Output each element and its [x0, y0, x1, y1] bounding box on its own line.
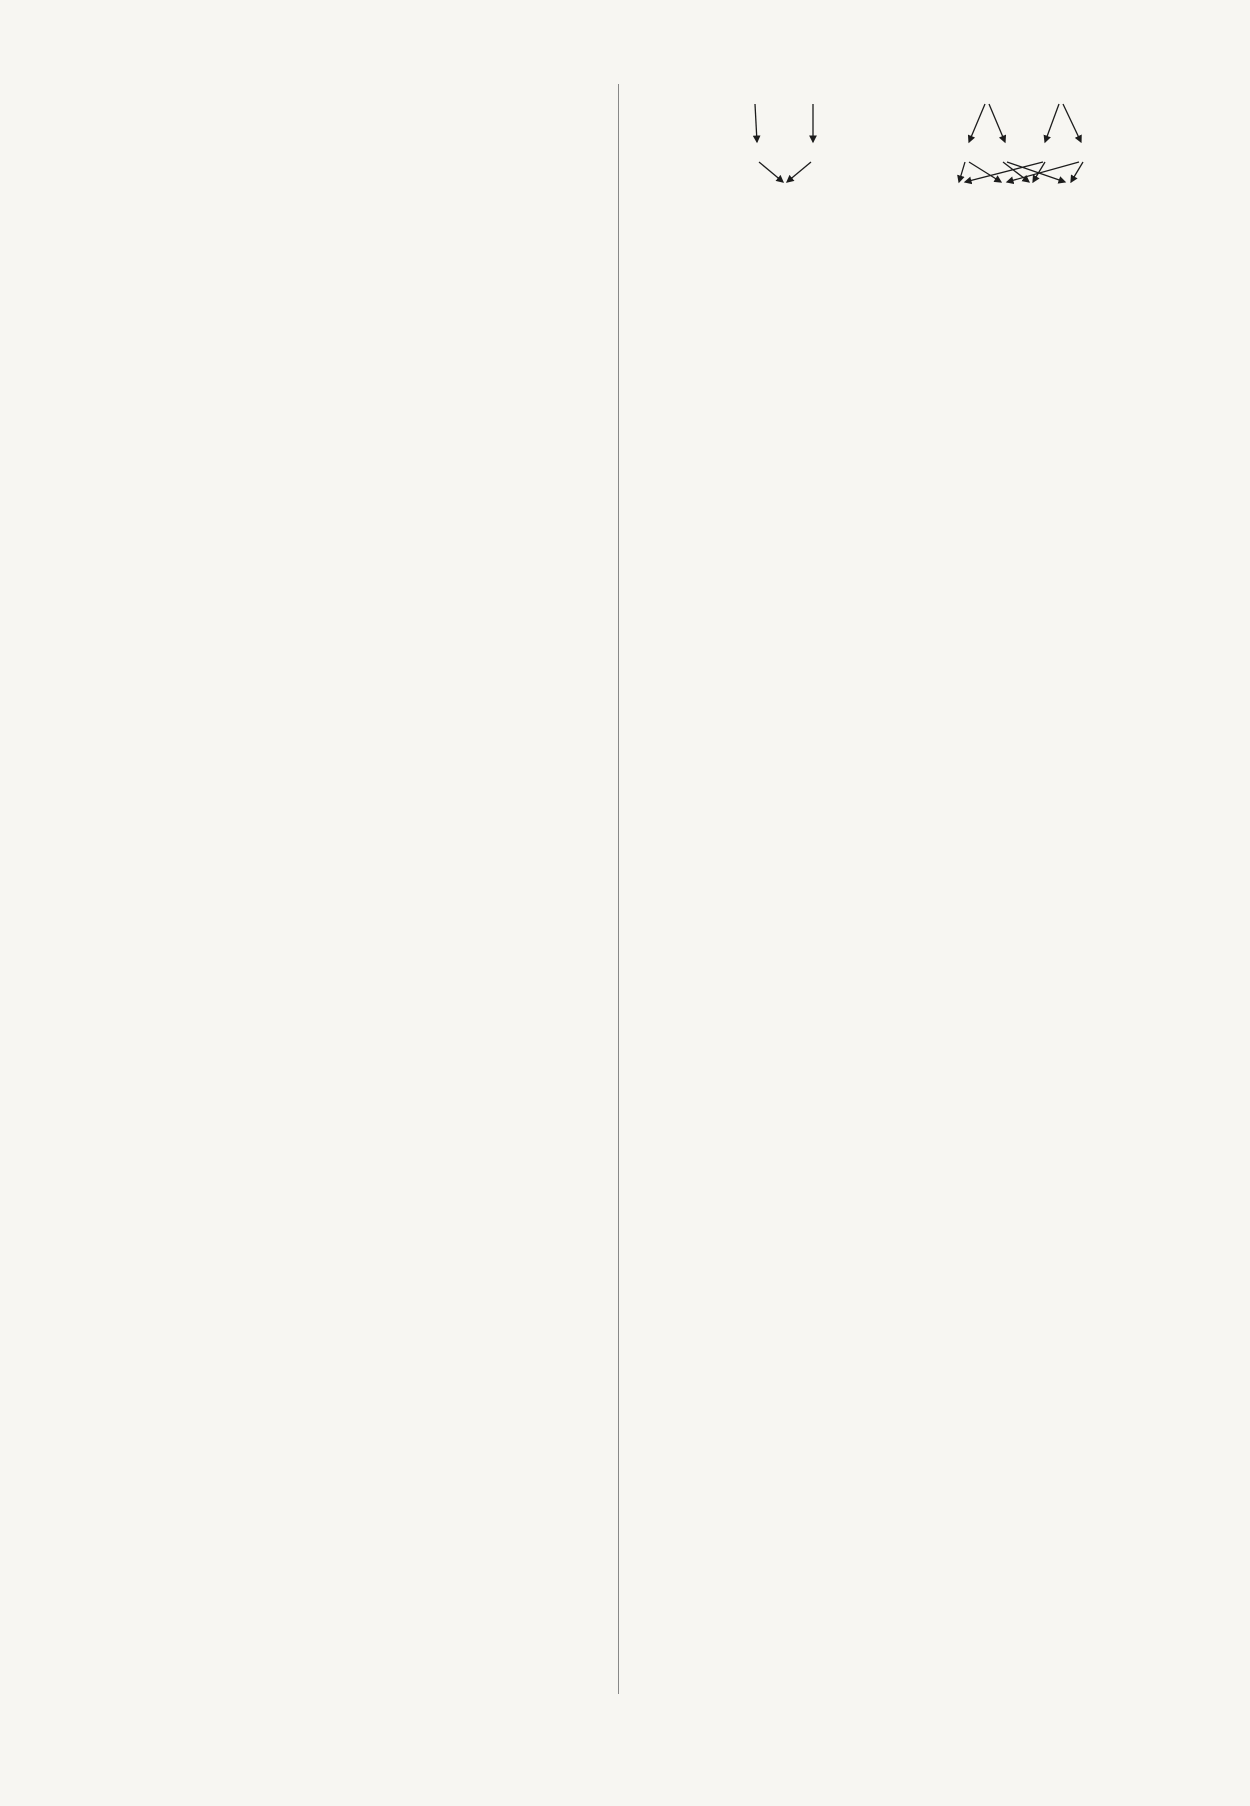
- arrow-f1b-to-gamete-3: [1045, 104, 1059, 142]
- right-column: [645, 82, 1185, 204]
- arrow-f1b-to-gamete-4: [1063, 104, 1081, 142]
- arrow-aa-parent-to-gamete: [755, 104, 757, 142]
- column-divider: [618, 84, 619, 1694]
- arrow-gamete-a-to-child: [759, 162, 783, 182]
- genetic-diagram-arrows: [645, 84, 1185, 202]
- arrow-g4-to-f2-4: [1071, 162, 1083, 182]
- arrow-g1-to-f2-2: [969, 162, 1001, 182]
- arrow-g1-to-f2-1: [959, 162, 965, 182]
- genetic-diagram: [645, 84, 1185, 202]
- arrow-f1a-to-gamete-2: [989, 104, 1005, 142]
- arrow-f1a-to-gamete-1: [969, 104, 985, 142]
- arrow-gamete-b-to-child: [787, 162, 811, 182]
- arrow-g3-to-f2-1: [965, 162, 1043, 182]
